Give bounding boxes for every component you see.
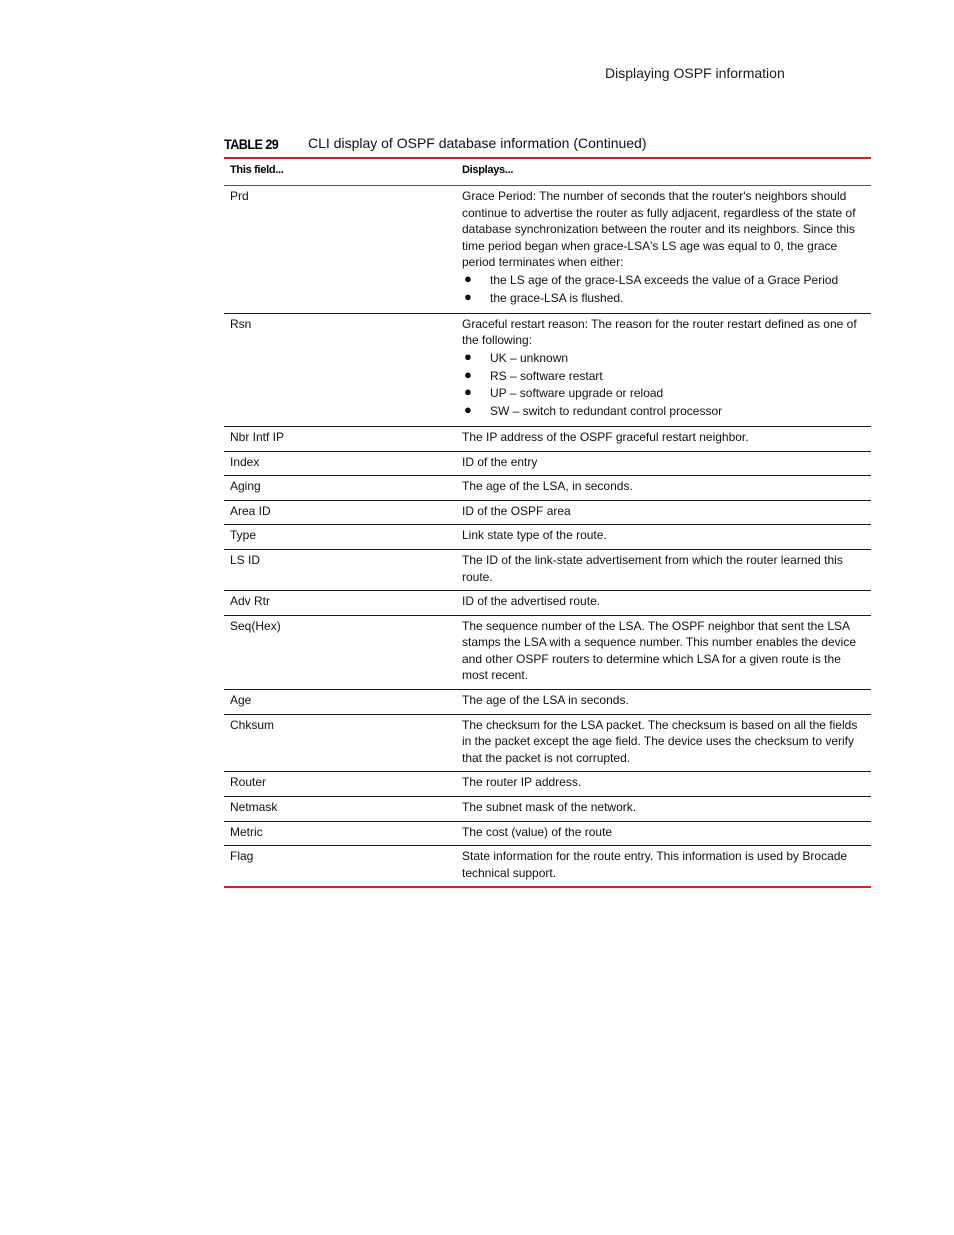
description-text: The ID of the link-state advertisement from which the router learned this route. (462, 552, 843, 584)
field-name-cell: Index (224, 451, 456, 476)
field-description-cell (456, 615, 871, 689)
description-text: The cost (value) of the route (462, 824, 613, 839)
table-body (224, 186, 871, 888)
table-row (224, 476, 871, 501)
bullet-dot-icon: ● (464, 384, 472, 400)
description-text: The checksum for the LSA packet. The checksum is based on all the fields in the packet except the age field. The device uses the checksum to verify that the packet is not corrupted. (462, 717, 858, 765)
field-description-cell (456, 476, 871, 501)
field-description-cell (456, 772, 871, 797)
field-description-cell (456, 591, 871, 616)
bullet-dot-icon: ● (464, 348, 472, 364)
field-name-cell: Seq(Hex) (224, 615, 456, 689)
field-description-cell (456, 846, 871, 888)
field-description-cell (456, 690, 871, 715)
field-name-cell: Type (224, 525, 456, 550)
table-row (224, 772, 871, 797)
description-text: Link state type of the route. (462, 528, 607, 543)
table-row (224, 615, 871, 689)
description-text: ID of the OSPF area (462, 503, 571, 518)
field-name-cell: Area ID (224, 500, 456, 525)
table-row (224, 426, 871, 451)
table-title: CLI display of OSPF database information (Continued) (308, 135, 647, 151)
field-name-cell: Flag (230, 849, 254, 864)
bullet-item (462, 290, 865, 308)
table-row (224, 797, 871, 822)
table-row (224, 549, 871, 590)
field-description-cell (456, 500, 871, 525)
field-name-cell: Rsn (224, 313, 456, 426)
bullet-text: UP – software upgrade or reload (490, 386, 664, 401)
bullet-item (462, 385, 865, 403)
field-name-cell: Metric (224, 821, 456, 846)
bullet-list (462, 272, 865, 308)
description-text: The IP address of the OSPF graceful restart neighbor. (462, 429, 749, 444)
table-row (224, 690, 871, 715)
bullet-text: the grace-LSA is flushed. (490, 290, 624, 305)
description-text: Graceful restart reason: The reason for the router restart defined as one of the following: (462, 316, 857, 348)
field-name-cell: LS ID (224, 549, 456, 590)
description-text: The age of the LSA in seconds. (462, 693, 629, 708)
field-name-cell: Netmask (224, 797, 456, 822)
field-description-cell (456, 797, 871, 822)
description-text: State information for the route entry. This information is used by Brocade technical support. (462, 849, 848, 880)
field-description-cell (456, 549, 871, 590)
field-description-cell (456, 714, 871, 772)
bullet-item (462, 350, 865, 368)
table-caption (224, 135, 871, 155)
field-description-cell (456, 426, 871, 451)
field-name-cell: Nbr Intf IP (224, 426, 456, 451)
field-description-cell (456, 451, 871, 476)
bullet-item (462, 403, 865, 421)
description-text: The router IP address. (462, 775, 582, 790)
description-text: The subnet mask of the network. (462, 800, 637, 815)
bullet-dot-icon: ● (464, 288, 472, 304)
table-row (224, 451, 871, 476)
table-row (224, 313, 871, 426)
table-row (224, 821, 871, 846)
table-row (224, 186, 871, 314)
bullet-dot-icon: ● (464, 402, 472, 418)
table-row (224, 714, 871, 772)
description-text: ID of the advertised route. (462, 594, 601, 609)
field-description-cell (456, 525, 871, 550)
field-name-cell: Prd (224, 186, 456, 314)
field-description-cell (456, 313, 871, 426)
bullet-text: UK – unknown (490, 350, 569, 365)
description-text: Grace Period: The number of seconds that the router's neighbors should continue to advertise the router as fully adjacent, regardless of the state of database synchronization between the router and its neighbors. Since this time period began when grace-LSA's LS age was equal to 0, the grace period terminates when either: (462, 189, 856, 270)
bullet-dot-icon: ● (464, 366, 472, 382)
field-name-cell: Aging (224, 476, 456, 501)
field-name-cell: Age (224, 690, 456, 715)
field-name-cell: Chksum (224, 714, 456, 772)
table-row (224, 500, 871, 525)
bullet-text: the LS age of the grace-LSA exceeds the value of a Grace Period (490, 272, 839, 287)
field-name-cell: Adv Rtr (224, 591, 456, 616)
column-header-field: This field... (224, 158, 456, 186)
field-name-cell: Router (224, 772, 456, 797)
bullet-item (462, 368, 865, 386)
table-row (224, 591, 871, 616)
description-text: ID of the entry (462, 454, 538, 469)
description-text: The sequence number of the LSA. The OSPF neighbor that sent the LSA stamps the LSA with a sequence number. This number enables the device and other OSPF routers to determine which LSA for a given route is the most recent. (462, 618, 857, 683)
description-text: The age of the LSA, in seconds. (462, 479, 633, 494)
field-description-cell (456, 821, 871, 846)
table-header-row (224, 158, 871, 186)
column-header-displays: Displays... (456, 158, 871, 186)
bullet-text: RS – software restart (490, 368, 603, 383)
running-header: Displaying OSPF information (605, 65, 785, 81)
bullet-item (462, 272, 865, 290)
table-row (224, 525, 871, 550)
field-description-cell (456, 186, 871, 314)
table-label: TABLE 29 (224, 136, 279, 152)
bullet-list (462, 350, 865, 421)
bullet-text: SW – switch to redundant control processor (490, 404, 723, 419)
table-row (224, 846, 871, 888)
bullet-dot-icon: ● (464, 270, 472, 286)
ospf-database-table (224, 157, 871, 888)
